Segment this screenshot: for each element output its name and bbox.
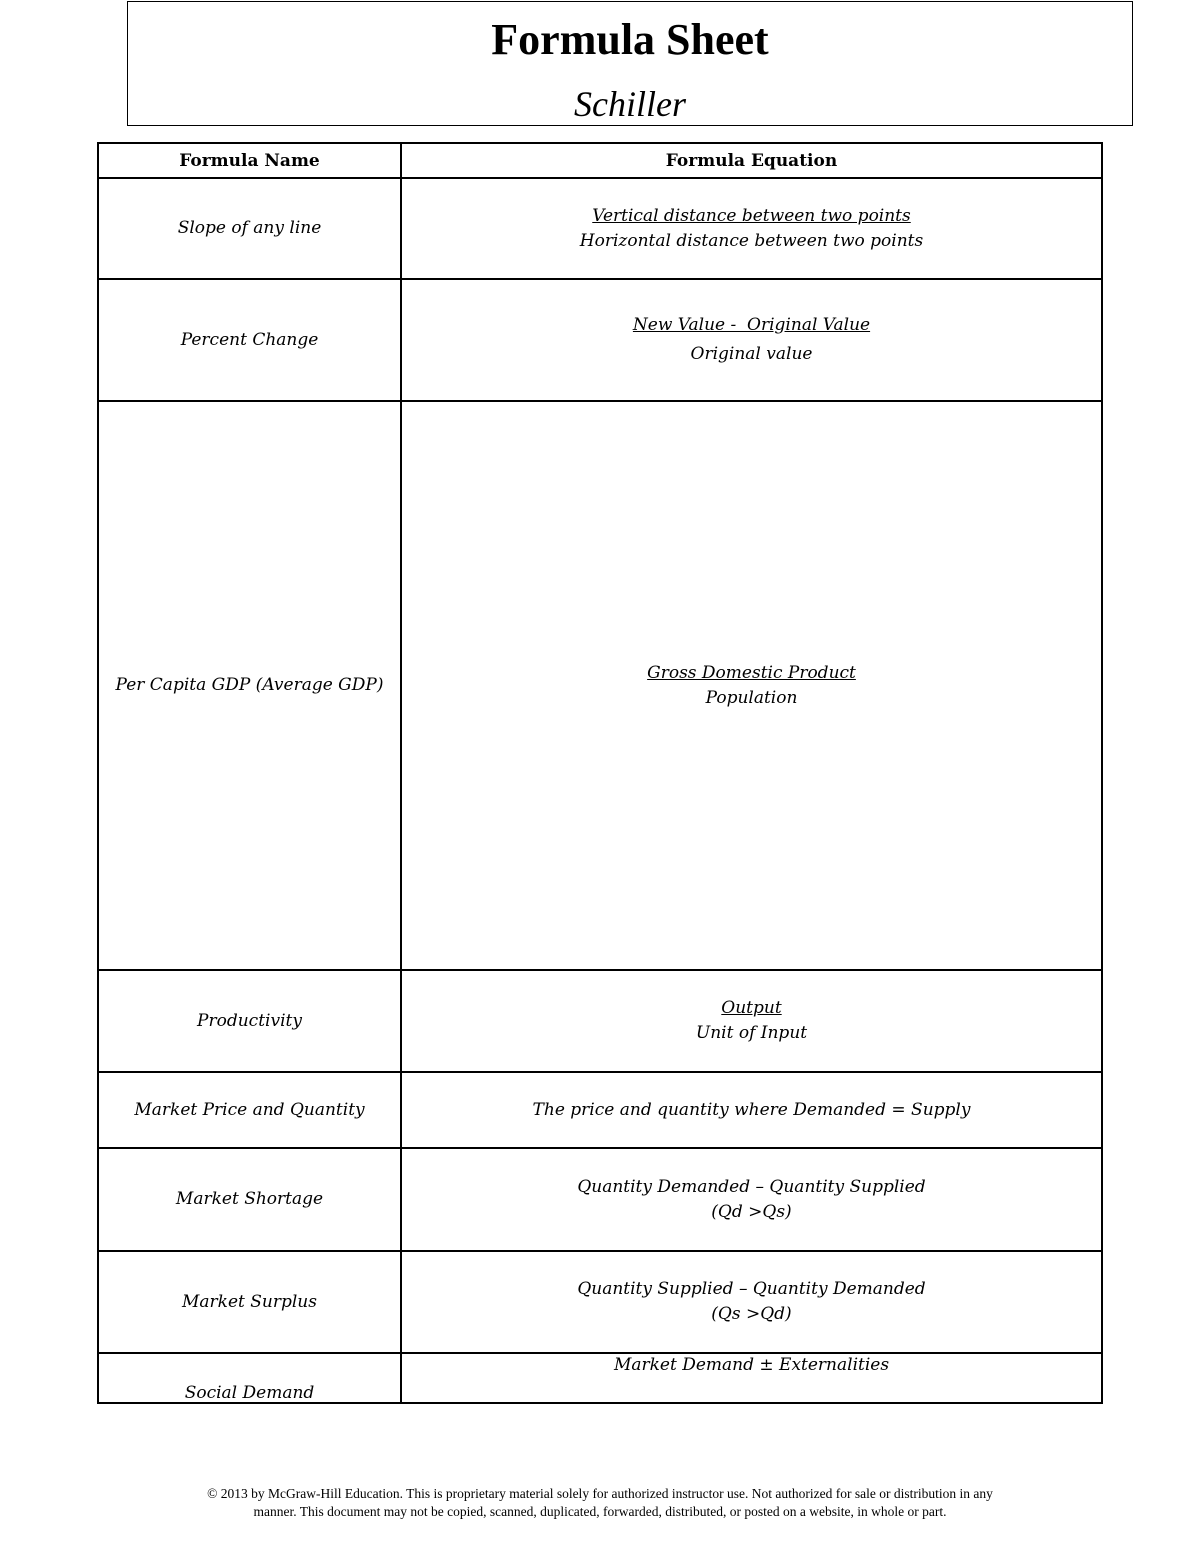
column-header-equation bbox=[402, 144, 1101, 177]
table-row-name bbox=[99, 280, 400, 400]
table-row-name bbox=[99, 179, 400, 278]
formula-denominator: Horizontal distance between two points bbox=[579, 230, 924, 251]
page-subtitle: Schiller bbox=[574, 84, 686, 124]
formula-name: Social Demand bbox=[184, 1383, 315, 1403]
table-row-equation bbox=[402, 179, 1101, 278]
formula-name: Percent Change bbox=[180, 329, 319, 350]
table-row-equation bbox=[402, 1073, 1101, 1147]
table-row-name bbox=[99, 971, 400, 1071]
formula-name: Market Price and Quantity bbox=[134, 1099, 365, 1120]
formula-equation: The price and quantity where Demanded = Supply bbox=[532, 1099, 971, 1120]
footer-line: manner. This document may not be copied, scanned, duplicated, forwarded, distributed, or posted on a website, in whole or part. bbox=[253, 1504, 947, 1519]
title-box bbox=[127, 1, 1133, 126]
formula-denominator: Original value bbox=[690, 344, 813, 364]
table-row-equation bbox=[402, 971, 1101, 1071]
table-row-equation bbox=[402, 1252, 1101, 1352]
formula-name: Market Shortage bbox=[175, 1189, 324, 1209]
formula-numerator: Vertical distance between two points bbox=[592, 205, 911, 226]
copyright-footer bbox=[130, 1485, 1070, 1521]
table-row-name bbox=[99, 1252, 400, 1352]
table-row-name bbox=[99, 1354, 400, 1404]
formula-name: Slope of any line bbox=[177, 218, 322, 238]
formula-condition: (Qd >Qs) bbox=[711, 1201, 792, 1222]
formula-equation: Quantity Demanded – Quantity Supplied bbox=[577, 1176, 926, 1197]
table-row-equation bbox=[402, 1354, 1101, 1404]
column-header-name bbox=[99, 144, 400, 177]
footer-line: © 2013 by McGraw-Hill Education. This is proprietary material solely for authorized instructor use. Not authorized for sale or distribution in any bbox=[207, 1486, 993, 1501]
table-row-equation bbox=[402, 1149, 1101, 1250]
formula-name: Productivity bbox=[197, 1010, 302, 1031]
table-row-equation bbox=[402, 402, 1101, 969]
formula-equation: Market Demand ± Externalities bbox=[613, 1355, 890, 1375]
formula-denominator: Unit of Input bbox=[695, 1023, 808, 1043]
table-row-name bbox=[99, 1149, 400, 1250]
formula-numerator: Output bbox=[721, 998, 782, 1018]
formula-condition: (Qs >Qd) bbox=[711, 1304, 792, 1324]
table-row-equation bbox=[402, 280, 1101, 400]
formula-numerator: Gross Domestic Product bbox=[647, 662, 856, 683]
table-row-name bbox=[99, 1073, 400, 1147]
formula-name: Market Surplus bbox=[182, 1291, 317, 1312]
formula-table bbox=[97, 142, 1103, 1404]
formula-name: Per Capita GDP (Average GDP) bbox=[115, 675, 384, 695]
page-title: Formula Sheet bbox=[491, 15, 769, 64]
formula-equation: Quantity Supplied – Quantity Demanded bbox=[577, 1279, 926, 1299]
formula-numerator: New Value - Original Value bbox=[632, 315, 871, 335]
formula-denominator: Population bbox=[705, 687, 798, 708]
column-header-label: Formula Name bbox=[179, 150, 320, 171]
column-header-label: Formula Equation bbox=[665, 150, 838, 171]
table-row-name bbox=[99, 402, 400, 969]
